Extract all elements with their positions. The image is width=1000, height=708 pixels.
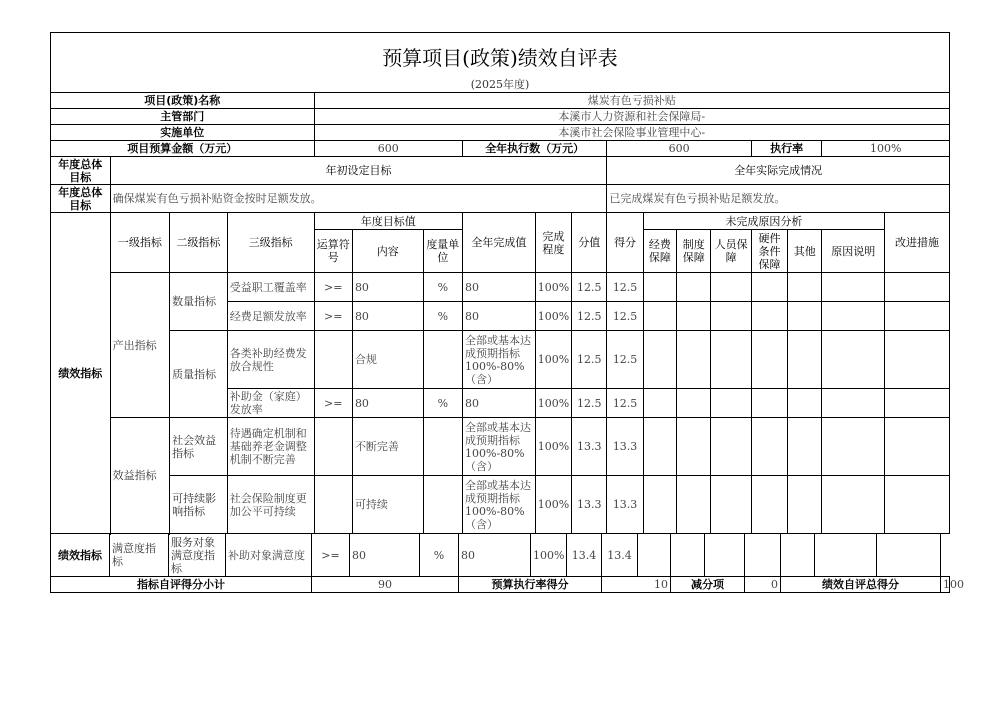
total-value: 100 [941, 577, 950, 593]
row-unit: % [423, 273, 462, 302]
header-score: 分值 [572, 213, 607, 273]
row-full: 全部或基本达成预期指标100%-80%（含） [463, 476, 536, 534]
exec-label: 全年执行数（万元） [463, 141, 607, 157]
evaluation-table [50, 32, 950, 534]
group-sustain: 可持续影响指标 [170, 476, 228, 534]
header-degree: 完成程度 [535, 213, 571, 273]
header-r6: 原因说明 [822, 230, 885, 273]
row-unit [423, 476, 462, 534]
row-content: 80 [352, 302, 423, 331]
subtotal-label: 指标自评得分小计 [51, 577, 312, 593]
header-unit: 度量单位 [423, 230, 462, 273]
row-got: 12.5 [607, 302, 643, 331]
subtotal-value: 90 [312, 577, 459, 593]
header-l2: 二级指标 [170, 213, 228, 273]
row-got: 13.4 [602, 534, 638, 577]
row-score: 13.3 [572, 418, 607, 476]
unit-label: 实施单位 [51, 125, 315, 141]
evaluation-sheet [50, 32, 964, 593]
row-unit: % [423, 302, 462, 331]
group-satisfaction: 满意度指标 [110, 534, 169, 577]
evaluation-table-bottom [50, 533, 964, 593]
unit-value: 本溪市社会保险事业管理中心- [314, 125, 949, 141]
header-got: 得分 [607, 213, 643, 273]
row-degree: 100% [535, 389, 571, 418]
row-op: >= [314, 273, 352, 302]
goal-set-text: 确保煤炭有色亏损补贴资金按时足额发放。 [110, 185, 607, 213]
perf-indicator-label-2: 绩效指标 [51, 534, 110, 577]
perf-indicator-label: 绩效指标 [51, 213, 111, 534]
goal-label: 年度总体目标 [51, 157, 111, 185]
row-op: >= [312, 534, 350, 577]
row-score: 13.3 [572, 476, 607, 534]
row-l3: 社会保险制度更加公平可持续 [227, 476, 314, 534]
row-op [314, 476, 352, 534]
row-degree: 100% [535, 302, 571, 331]
row-full: 80 [463, 389, 536, 418]
project-name-label: 项目(政策)名称 [51, 93, 315, 109]
row-score: 12.5 [572, 389, 607, 418]
header-r4: 硬件条件保障 [751, 230, 787, 273]
row-l3: 补助对象满意度 [226, 534, 312, 577]
row-degree: 100% [535, 476, 571, 534]
header-target: 年度目标值 [314, 213, 462, 230]
exec-value: 600 [607, 141, 751, 157]
row-score: 13.4 [567, 534, 602, 577]
row-full: 全部或基本达成预期指标100%-80%（含） [463, 331, 536, 389]
group-output: 产出指标 [110, 273, 170, 418]
row-content: 不断完善 [352, 418, 423, 476]
deduct-value: 0 [745, 577, 781, 593]
row-unit [423, 331, 462, 389]
goal-actual-header: 全年实际完成情况 [607, 157, 950, 185]
budget-label: 项目预算金额（万元） [51, 141, 315, 157]
row-full: 80 [463, 273, 536, 302]
project-name: 煤炭有色亏损补贴 [314, 93, 949, 109]
header-op: 运算符号 [314, 230, 352, 273]
header-content: 内容 [352, 230, 423, 273]
goal-label-2: 年度总体目标 [51, 185, 111, 213]
row-content: 80 [352, 273, 423, 302]
total-label: 绩效自评总得分 [781, 577, 941, 593]
row-got: 12.5 [607, 331, 643, 389]
row-content: 可持续 [352, 476, 423, 534]
row-degree: 100% [535, 331, 571, 389]
row-content: 80 [352, 389, 423, 418]
row-score: 12.5 [572, 302, 607, 331]
header-r1: 经费保障 [643, 230, 676, 273]
row-unit: % [423, 389, 462, 418]
group-quantity: 数量指标 [170, 273, 228, 331]
rate-label: 执行率 [751, 141, 822, 157]
row-score: 12.5 [572, 273, 607, 302]
goal-actual-text: 已完成煤炭有色亏损补贴足额发放。 [607, 185, 950, 213]
group-quality: 质量指标 [170, 331, 228, 418]
header-r5: 其他 [788, 230, 822, 273]
year-label: (2025年度) [51, 77, 950, 93]
row-l3: 经费足额发放率 [227, 302, 314, 331]
row-degree: 100% [531, 534, 567, 577]
row-full: 80 [463, 302, 536, 331]
row-l3: 待遇确定机制和基础养老金调整机制不断完善 [227, 418, 314, 476]
rate-value: 100% [822, 141, 950, 157]
row-got: 12.5 [607, 389, 643, 418]
row-l3: 补助金（家庭）发放率 [227, 389, 314, 418]
dept-label: 主管部门 [51, 109, 315, 125]
header-full-year: 全年完成值 [463, 213, 536, 273]
dept-value: 本溪市人力资源和社会保障局- [314, 109, 949, 125]
row-unit [423, 418, 462, 476]
row-got: 12.5 [607, 273, 643, 302]
header-l1: 一级指标 [110, 213, 170, 273]
row-l3: 受益职工覆盖率 [227, 273, 314, 302]
goal-set-header: 年初设定目标 [110, 157, 607, 185]
header-r2: 制度保障 [677, 230, 711, 273]
page-title: 预算项目(政策)绩效自评表 [51, 33, 950, 78]
row-op: >= [314, 302, 352, 331]
row-op [314, 331, 352, 389]
deduct-label: 减分项 [671, 577, 745, 593]
row-score: 12.5 [572, 331, 607, 389]
row-op [314, 418, 352, 476]
group-social: 社会效益指标 [170, 418, 228, 476]
row-op: >= [314, 389, 352, 418]
row-got: 13.3 [607, 476, 643, 534]
group-benefit: 效益指标 [110, 418, 170, 534]
row-full: 80 [459, 534, 531, 577]
header-improve: 改进措施 [885, 213, 950, 273]
row-degree: 100% [535, 418, 571, 476]
row-l2: 服务对象满意度指标 [169, 534, 226, 577]
budget-score-label: 预算执行率得分 [459, 577, 602, 593]
row-got: 13.3 [607, 418, 643, 476]
row-unit: % [420, 534, 459, 577]
row-degree: 100% [535, 273, 571, 302]
row-full: 全部或基本达成预期指标100%-80%（含） [463, 418, 536, 476]
budget-value: 600 [314, 141, 462, 157]
header-l3: 三级指标 [227, 213, 314, 273]
row-content: 合规 [352, 331, 423, 389]
header-r3: 人员保障 [711, 230, 751, 273]
budget-score-value: 10 [602, 577, 671, 593]
header-reason: 未完成原因分析 [643, 213, 884, 230]
row-l3: 各类补助经费发放合规性 [227, 331, 314, 389]
row-content: 80 [350, 534, 420, 577]
